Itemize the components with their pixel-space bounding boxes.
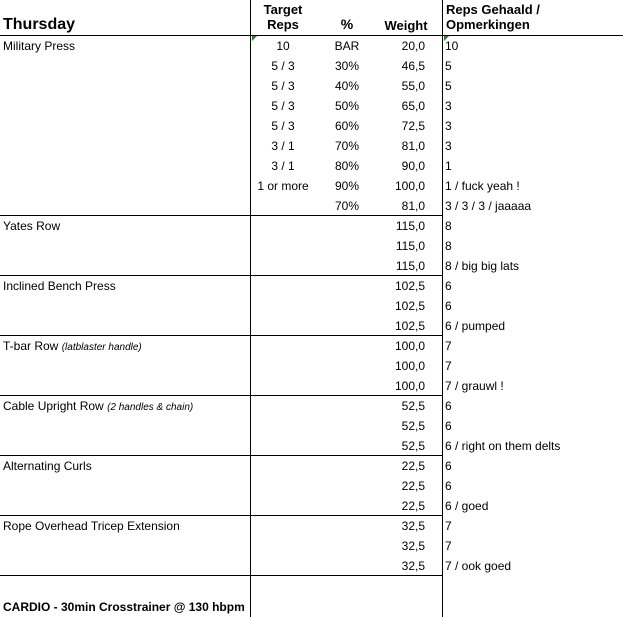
reps-notes-cell[interactable]: 7 (445, 339, 452, 353)
percent-cell[interactable]: 80% (334, 159, 360, 173)
weight-cell[interactable]: 55,0 (401, 79, 425, 93)
reps-notes-cell[interactable]: 1 (445, 159, 452, 173)
target-reps-cell[interactable]: 1 or more (257, 179, 309, 193)
table-row (0, 116, 623, 136)
table-row (0, 456, 623, 476)
weight-cell[interactable]: 65,0 (401, 99, 425, 113)
reps-notes-cell[interactable]: 8 (445, 219, 452, 233)
table-row (0, 516, 623, 536)
weight-cell[interactable]: 22,5 (401, 499, 425, 513)
table-row (0, 416, 623, 436)
reps-notes-cell[interactable]: 6 / goed (445, 499, 489, 513)
weight-cell[interactable]: 115,0 (395, 219, 425, 233)
table-row (0, 96, 623, 116)
table-row (0, 496, 623, 516)
weight-cell[interactable]: 102,5 (394, 279, 425, 293)
weight-cell[interactable]: 72,5 (401, 119, 425, 133)
reps-notes-cell[interactable]: 10 (445, 39, 459, 53)
table-row (0, 236, 623, 256)
weight-header: Weight (384, 18, 428, 33)
notes-header-line2: Opmerkingen (446, 17, 530, 32)
target-reps-cell[interactable]: 5 / 3 (271, 119, 295, 133)
table-row (0, 356, 623, 376)
reps-notes-cell[interactable]: 6 / right on them delts (445, 439, 561, 453)
reps-notes-cell[interactable]: 1 / fuck yeah ! (445, 179, 520, 193)
weight-cell[interactable]: 102,5 (394, 299, 425, 313)
weight-cell[interactable]: 52,5 (401, 419, 425, 433)
table-row (0, 136, 623, 156)
table-row (0, 216, 623, 236)
weight-cell[interactable]: 32,5 (401, 519, 425, 533)
reps-notes-cell[interactable]: 8 / big big lats (445, 259, 520, 273)
target-reps-cell[interactable]: 5 / 3 (271, 99, 295, 113)
weight-cell[interactable]: 100,0 (394, 339, 425, 353)
target-reps-cell[interactable]: 10 (276, 39, 290, 53)
target-reps-cell[interactable]: 3 / 1 (271, 139, 295, 153)
table-row (0, 556, 623, 576)
table-row (0, 536, 623, 556)
reps-notes-cell[interactable]: 7 (445, 519, 452, 533)
weight-cell[interactable]: 100,0 (394, 179, 425, 193)
table-row (0, 376, 623, 396)
percent-header: % (340, 16, 354, 32)
target-reps-cell[interactable]: 5 / 3 (271, 79, 295, 93)
table-row (0, 296, 623, 316)
percent-cell[interactable]: 30% (334, 59, 360, 73)
exercise-cell[interactable]: T-bar Row (latblaster handle) (3, 339, 142, 353)
table-row (0, 396, 623, 416)
weight-cell[interactable]: 22,5 (401, 459, 425, 473)
percent-cell[interactable]: 70% (334, 199, 360, 213)
weight-cell[interactable]: 22,5 (401, 479, 425, 493)
weight-cell[interactable]: 52,5 (401, 399, 425, 413)
reps-notes-cell[interactable]: 6 (445, 419, 452, 433)
exercise-cell[interactable]: Military Press (3, 39, 76, 53)
reps-notes-cell[interactable]: 7 (445, 359, 452, 373)
target-reps-header-line2: Reps (267, 17, 299, 32)
percent-cell[interactable]: BAR (334, 39, 360, 53)
table-row (0, 156, 623, 176)
percent-cell[interactable]: 50% (334, 99, 360, 113)
table-row (0, 276, 623, 296)
percent-cell[interactable]: 40% (334, 79, 360, 93)
reps-notes-cell[interactable]: 6 (445, 479, 452, 493)
weight-cell[interactable]: 20,0 (401, 39, 425, 53)
reps-notes-cell[interactable]: 6 (445, 399, 452, 413)
reps-notes-cell[interactable]: 3 (445, 119, 452, 133)
weight-cell[interactable]: 32,5 (401, 539, 425, 553)
cardio-note[interactable]: CARDIO - 30min Crosstrainer @ 130 hbpm (3, 600, 245, 614)
table-row (0, 196, 623, 216)
table-row (0, 316, 623, 336)
exercise-cell[interactable]: Rope Overhead Tricep Extension (3, 519, 180, 533)
weight-cell[interactable]: 100,0 (394, 359, 425, 373)
table-row (0, 176, 623, 196)
weight-cell[interactable]: 46,5 (401, 59, 425, 73)
reps-notes-cell[interactable]: 3 (445, 139, 452, 153)
table-row (0, 436, 623, 456)
weight-cell[interactable]: 100,0 (394, 379, 425, 393)
weight-cell[interactable]: 102,5 (394, 319, 425, 333)
percent-cell[interactable]: 70% (334, 139, 360, 153)
exercise-cell[interactable]: Alternating Curls (3, 459, 92, 473)
weight-cell[interactable]: 32,5 (401, 559, 425, 573)
weight-cell[interactable]: 90,0 (401, 159, 425, 173)
reps-notes-cell[interactable]: 3 / 3 / 3 / jaaaaa (445, 199, 532, 213)
reps-notes-cell[interactable]: 3 (445, 99, 452, 113)
percent-cell[interactable]: 90% (334, 179, 360, 193)
target-reps-cell[interactable]: 5 / 3 (271, 59, 295, 73)
reps-notes-cell[interactable]: 7 / ook goed (445, 559, 512, 573)
weight-cell[interactable]: 115,0 (395, 239, 425, 253)
reps-notes-cell[interactable]: 7 / grauwl ! (445, 379, 504, 393)
reps-notes-cell[interactable]: 8 (445, 239, 452, 253)
reps-notes-cell[interactable]: 5 (445, 59, 452, 73)
target-reps-cell[interactable]: 3 / 1 (271, 159, 295, 173)
reps-notes-cell[interactable]: 6 (445, 459, 452, 473)
target-reps-header-line1: Target (263, 2, 303, 17)
percent-cell[interactable]: 60% (334, 119, 360, 133)
table-row (0, 36, 623, 56)
table-row (0, 76, 623, 96)
reps-notes-cell[interactable]: 6 (445, 299, 452, 313)
table-row (0, 256, 623, 276)
day-title: Thursday (3, 16, 76, 33)
table-row (0, 56, 623, 76)
reps-notes-cell[interactable]: 6 (445, 279, 452, 293)
weight-cell[interactable]: 81,0 (401, 199, 425, 213)
weight-cell[interactable]: 115,0 (395, 259, 425, 273)
weight-cell[interactable]: 81,0 (401, 139, 425, 153)
exercise-cell[interactable]: Inclined Bench Press (3, 279, 116, 293)
exercise-cell[interactable]: Yates Row (3, 219, 61, 233)
exercise-cell[interactable]: Cable Upright Row (2 handles & chain) (3, 399, 194, 413)
table-row (0, 476, 623, 496)
reps-notes-cell[interactable]: 5 (445, 79, 452, 93)
notes-header-line1: Reps Gehaald / (446, 2, 540, 17)
reps-notes-cell[interactable]: 7 (445, 539, 452, 553)
weight-cell[interactable]: 52,5 (401, 439, 425, 453)
table-row (0, 336, 623, 356)
reps-notes-cell[interactable]: 6 / pumped (445, 319, 506, 333)
